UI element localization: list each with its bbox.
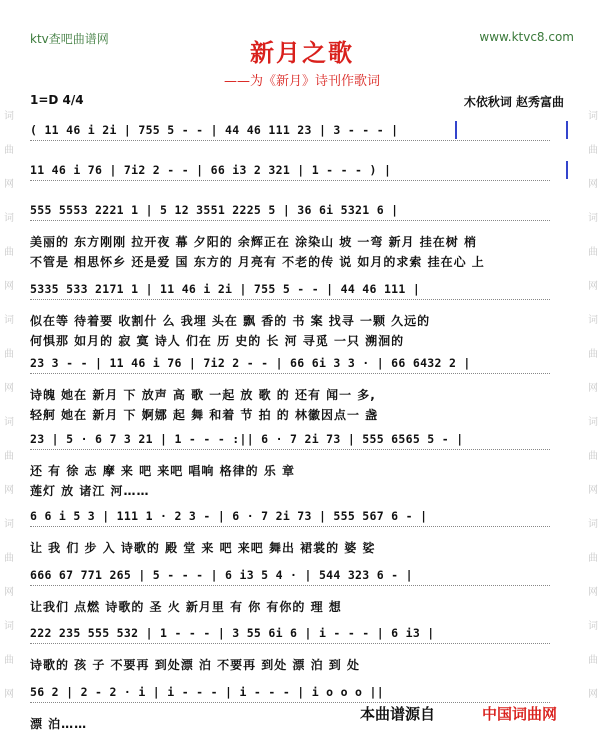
watermark-char: 曲 bbox=[588, 655, 598, 666]
key-signature: 1=D 4/4 bbox=[30, 93, 84, 107]
watermark-char: 网 bbox=[588, 485, 598, 496]
watermark-char: 网 bbox=[4, 281, 14, 292]
watermark-char: 词 bbox=[4, 417, 14, 428]
site-url-right: www.ktvc8.com bbox=[479, 30, 574, 44]
notation-line: 23 | 5 · 6 7 3 21 | 1 - - - :|| 6 · 7 2i 73 | 555 6565 5 - | bbox=[30, 432, 464, 446]
lyric-line: 莲灯 放 诸江 河…… bbox=[30, 484, 150, 498]
lyric-line: 诗魄 她在 新月 下 放声 高 歌 一起 放 歌 的 还有 闻一 多, bbox=[30, 388, 376, 402]
watermark-char: 词 bbox=[4, 315, 14, 326]
watermark-char: 曲 bbox=[4, 247, 14, 258]
authors: 木依秋词 赵秀富曲 bbox=[463, 95, 564, 109]
lyric-line: 让 我 们 步 入 诗歌的 殿 堂 来 吧 来吧 舞出 裙裳的 婆 娑 bbox=[30, 541, 376, 555]
watermark-char: 网 bbox=[588, 689, 598, 700]
watermark-char: 曲 bbox=[588, 349, 598, 360]
notation-line: 555 5553 2221 1 | 5 12 3551 2225 5 | 36 6i 5321 6 | bbox=[30, 203, 399, 217]
song-subtitle: ——为《新月》诗刊作歌词 bbox=[223, 74, 380, 89]
watermark-char: 词 bbox=[588, 315, 598, 326]
watermark-char: 词 bbox=[588, 213, 598, 224]
watermark-char: 词 bbox=[4, 621, 14, 632]
footer-source-label: 本曲谱源自 bbox=[360, 705, 436, 723]
lyric-line: 美丽的 东方刚刚 拉开夜 幕 夕阳的 余辉正在 涂染山 坡 一弯 新月 挂在树 梢 bbox=[30, 235, 477, 249]
beam-line bbox=[30, 220, 550, 221]
watermark-char: 曲 bbox=[4, 145, 14, 156]
beam-line bbox=[30, 373, 550, 374]
watermark-char: 曲 bbox=[588, 247, 598, 258]
notation-line: 11 46 i 76 | 7i2 2 - - | 66 i3 2 321 | 1 - - - ) | bbox=[30, 163, 392, 177]
lyric-line: 让我们 点燃 诗歌的 圣 火 新月里 有 你 有你的 理 想 bbox=[30, 600, 342, 614]
beam-line bbox=[30, 449, 550, 450]
beam-line bbox=[30, 643, 550, 644]
bar-line bbox=[455, 121, 457, 139]
watermark-char: 词 bbox=[588, 417, 598, 428]
beam-line bbox=[30, 299, 550, 300]
watermark-char: 曲 bbox=[588, 145, 598, 156]
lyric-line: 还 有 徐 志 摩 来 吧 来吧 唱响 格律的 乐 章 bbox=[30, 464, 295, 478]
watermark-char: 词 bbox=[4, 213, 14, 224]
watermark-char: 网 bbox=[4, 587, 14, 598]
notation-line: 5335 533 2171 1 | 11 46 i 2i | 755 5 - - | 44 46 111 | bbox=[30, 282, 421, 296]
lyric-line: 似在等 待着要 收割什 么 我埋 头在 飘 香的 书 案 找寻 一颗 久远的 bbox=[30, 314, 431, 328]
lyric-line: 何惧那 如月的 寂 寞 诗人 们在 历 史的 长 河 寻觅 一只 溯洄的 bbox=[30, 334, 405, 348]
beam-line bbox=[30, 526, 550, 527]
footer-source-name: 中国词曲网 bbox=[482, 705, 558, 723]
watermark-char: 曲 bbox=[588, 553, 598, 564]
watermark-char: 网 bbox=[588, 383, 598, 394]
notation-line: 222 235 555 532 | 1 - - - | 3 55 6i 6 | i - - - | 6 i3 | bbox=[30, 626, 435, 640]
lyric-line: 诗歌的 孩 子 不要再 到处漂 泊 不要再 到处 漂 泊 到 处 bbox=[30, 658, 360, 672]
lyric-line: 轻舸 她在 新月 下 婀娜 起 舞 和着 节 拍 的 林徽因点一 盏 bbox=[30, 408, 379, 422]
watermark-char: 词 bbox=[4, 111, 14, 122]
lyric-line: 漂 泊…… bbox=[30, 717, 88, 731]
watermark-char: 曲 bbox=[4, 655, 14, 666]
watermark-char: 网 bbox=[588, 179, 598, 190]
notation-line: 23 3 - - | 11 46 i 76 | 7i2 2 - - | 66 6i 3 3 · | 66 6432 2 | bbox=[30, 356, 471, 370]
song-title: 新月之歌 bbox=[250, 38, 354, 67]
watermark-char: 网 bbox=[4, 179, 14, 190]
notation-line: ( 11 46 i 2i | 755 5 - - | 44 46 111 23 | 3 - - - | bbox=[30, 123, 399, 137]
lyric-line: 不管是 相思怀乡 还是爱 国 东方的 月亮有 不老的传 说 如月的求索 挂在心 上 bbox=[30, 255, 485, 269]
watermark-char: 网 bbox=[588, 587, 598, 598]
site-name-left: ktv查吧曲谱网 bbox=[30, 32, 109, 46]
watermark-char: 曲 bbox=[4, 553, 14, 564]
beam-line bbox=[30, 702, 550, 703]
watermark-char: 网 bbox=[4, 383, 14, 394]
watermark-char: 词 bbox=[4, 519, 14, 530]
watermark-char: 曲 bbox=[588, 451, 598, 462]
watermark-char: 曲 bbox=[4, 451, 14, 462]
notation-line: 666 67 771 265 | 5 - - - | 6 i3 5 4 · | 544 323 6 - | bbox=[30, 568, 413, 582]
watermark-char: 网 bbox=[4, 485, 14, 496]
beam-line bbox=[30, 180, 550, 181]
beam-line bbox=[30, 585, 550, 586]
watermark-char: 网 bbox=[588, 281, 598, 292]
bar-line bbox=[566, 121, 568, 139]
watermark-char: 网 bbox=[4, 689, 14, 700]
notation-line: 56 2 | 2 - 2 · i | i - - - | i - - - | i o o o || bbox=[30, 685, 384, 699]
watermark-char: 词 bbox=[588, 621, 598, 632]
watermark-char: 词 bbox=[588, 519, 598, 530]
bar-line bbox=[566, 161, 568, 179]
watermark-char: 曲 bbox=[4, 349, 14, 360]
watermark-char: 词 bbox=[588, 111, 598, 122]
beam-line bbox=[30, 140, 550, 141]
notation-line: 6 6 i 5 3 | 111 1 · 2 3 - | 6 · 7 2i 73 | 555 567 6 - | bbox=[30, 509, 428, 523]
